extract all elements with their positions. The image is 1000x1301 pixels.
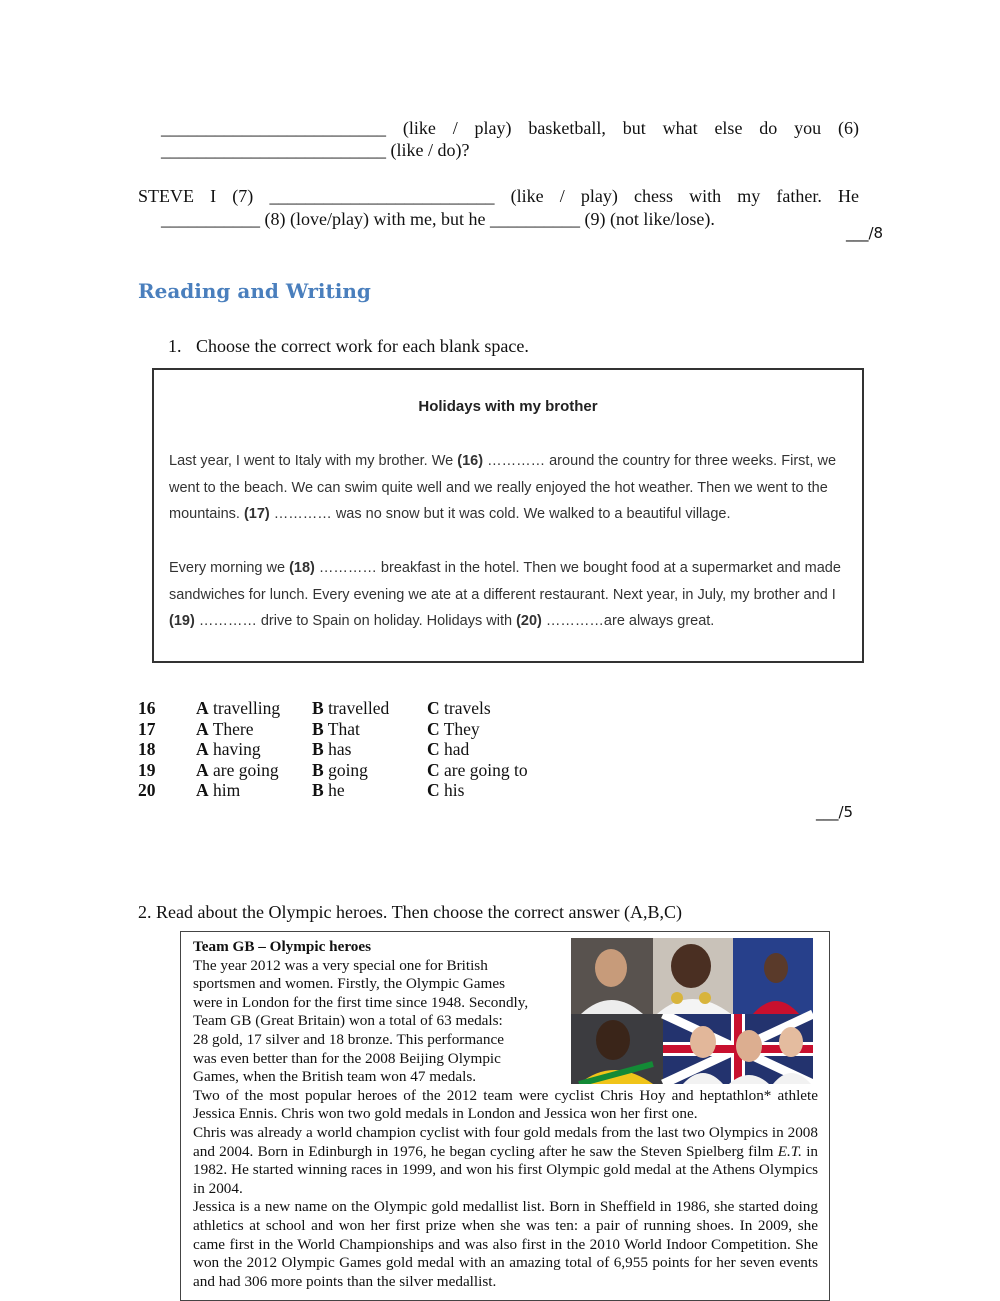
blank-8: ___________ — [161, 209, 260, 229]
option-row-18: 18 A having B has C had — [138, 739, 470, 760]
option-a[interactable]: A him — [196, 780, 241, 801]
steve-line-1: STEVE I (7) _________________________ (like / play) chess with my father. He — [138, 186, 860, 206]
option-row-19: 19 A are going B going C are going to — [138, 759, 528, 780]
article-text — [193, 938, 818, 1291]
p1-line: Team GB (Great Britain) won a total of 63 medals: — [193, 1012, 503, 1030]
exercise-line-1 — [161, 117, 859, 139]
option-c[interactable]: C travels — [427, 698, 491, 718]
option-b[interactable]: B he — [312, 780, 345, 801]
blank-5: _________________________ — [161, 118, 386, 138]
option-a[interactable]: A There — [196, 718, 254, 739]
q1-instruction: 1. Choose the correct work for each blank space. — [168, 336, 529, 356]
option-a[interactable]: A having — [196, 739, 261, 760]
option-row-17: 17 A There B That C They — [138, 718, 480, 739]
article-title: Team GB – Olympic heroes — [193, 938, 372, 955]
option-b[interactable]: B has — [312, 739, 352, 760]
p1-line: was even better than for the 2008 Beijing Olympic — [193, 1049, 501, 1067]
paragraph-jessica: Jessica is a new name on the Olympic gold medallist list. Born in Sheffield in 1986, she started doing athletics at school and won her first prize when she was ten: a pair of running shoes. In 2009, she came first in the World Championships and was also first in the 2010 World Indoor Competition. She won the 2012 Olympic Games gold medal with an amazing total of 6,955 points for her seven events and had 306 more points than the silver medallist. — [193, 1198, 818, 1290]
gap-16: (16) — [457, 453, 484, 469]
option-c[interactable]: C had — [427, 739, 470, 760]
option-b[interactable]: B travelled — [312, 698, 390, 718]
paragraph-heroes: Two of the most popular heroes of the 2012 team were cyclist Chris Hoy and heptathlon* athlete Jessica Ennis. Chris won two gold medals in London and Jessica won her first one. — [193, 1086, 818, 1123]
paragraph-1: Last year, I went to Italy with my brother. We (16) ………… around the country for three weeks. First, we went to the beach. We can swim quite well and we really enjoyed the hot weather. Then we went to the mountains. (17) ………… was no snow but it was cold. We walked to a beautiful village. — [169, 453, 837, 523]
film-title: E.T. — [777, 1142, 802, 1160]
answer-options — [138, 698, 528, 801]
score-exercise: ___/8 — [846, 224, 884, 242]
speaker-label: STEVE — [138, 186, 194, 206]
exercise-line-2 — [161, 139, 469, 161]
gap-17: (17) — [243, 506, 270, 523]
option-c[interactable]: C his — [427, 780, 465, 801]
score-q1: ___/5 — [816, 803, 854, 821]
option-b[interactable]: B That — [312, 718, 360, 739]
blank-7: _________________________ — [269, 186, 495, 206]
option-c[interactable]: C They — [427, 718, 480, 739]
p1-line: Games, when the British team won 47 medals. — [193, 1068, 477, 1086]
exercise-text: (like / do)? — [390, 140, 470, 160]
box-title: Holidays with my brother — [418, 398, 598, 415]
q2-instruction: 2. Read about the Olympic heroes. Then choose the correct answer (A,B,C) — [138, 902, 682, 922]
p1-line: were in London for the first time since 1948. Secondly, — [193, 993, 529, 1011]
p1-line: 28 gold, 17 silver and 18 bronze. This performance — [193, 1030, 504, 1048]
text-box-holidays — [152, 368, 864, 663]
option-row-20: 20 A him B he C his — [138, 780, 465, 801]
text-box-olympic-heroes — [180, 931, 830, 1301]
q1-number: 1. — [168, 336, 182, 356]
section-heading: Reading and Writing — [138, 279, 371, 303]
p1-line: sportsmen and women. Firstly, the Olympic Games — [193, 975, 506, 993]
paragraph-chris: Chris was already a world champion cyclist with four gold medals from the last two Olympics in 2008 and 2004. Born in Edinburgh in 1976, he began cycling after he saw the Steven Spielberg film E.T. in 1982. He started winning races in 1999, and won his first Olympic gold medal at the Athens Olympics in 2004. — [193, 1123, 819, 1197]
option-a[interactable]: A travelling — [196, 698, 281, 718]
blank-6: _________________________ — [161, 140, 386, 160]
option-b[interactable]: B going — [312, 759, 368, 780]
option-row-16: 16 A travelling B travelled C travels — [138, 698, 491, 718]
gap-18: (18) — [289, 560, 315, 576]
gap-19: (19) — [169, 613, 195, 630]
option-c[interactable]: C are going to — [427, 759, 528, 780]
option-a[interactable]: A are going — [196, 759, 279, 780]
paragraph-2: Every morning we (18) ………… breakfast in the hotel. Then we bought food at a supermarket and made sandwiches for lunch. Every evening we ate at a different restaurant. Next year, in July, my brother and I (19) ………… drive to Spain on holiday. Holidays with (20) …………are always great. — [169, 560, 841, 630]
gap-20: (20) — [516, 613, 542, 630]
blank-9: __________ — [489, 209, 580, 229]
p1-line: The year 2012 was a very special one for British — [193, 956, 488, 974]
steve-line-2: ___________ (8) (love/play) with me, but he __________ (9) (not like/lose). — [161, 209, 715, 229]
exercise-text: (like / play) basketball, but what else do you (6) — [402, 118, 859, 138]
